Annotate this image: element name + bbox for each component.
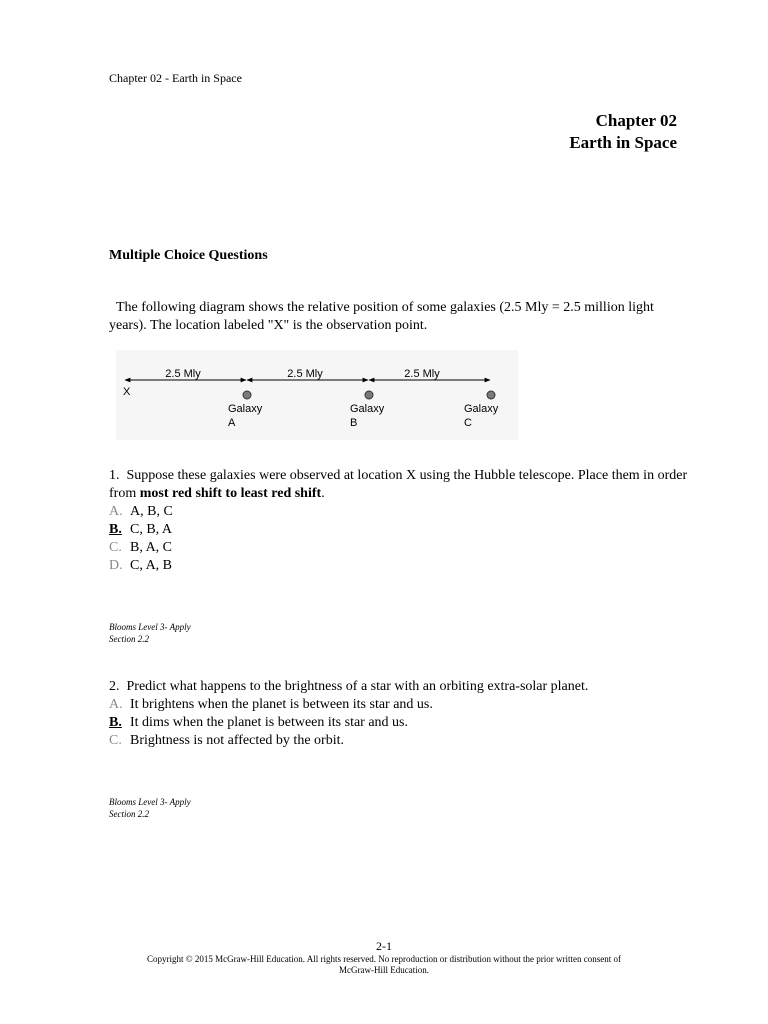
intro-paragraph [109, 299, 679, 335]
option-b-correct [109, 714, 689, 732]
page-footer [0, 939, 768, 976]
option-text: C, A, B [130, 558, 173, 573]
galaxy-b-dot [365, 391, 373, 399]
question-2-number: 2. [109, 679, 120, 694]
question-2-stem [109, 678, 689, 696]
observer-label: X [123, 386, 131, 398]
galaxy-distance-diagram [116, 350, 518, 440]
intro-text: The following diagram shows the relative position of some galaxies (2.5 Mly = 2.5 million light years). The location labeled "X" is the observation point. [109, 300, 654, 333]
question-2-meta [109, 796, 191, 820]
galaxy-c-dot [487, 391, 495, 399]
diagram-svg [116, 350, 518, 440]
copyright-line-1: Copyright © 2015 McGraw-Hill Education. All rights reserved. No reproduction or distribution without the prior written consent of [146, 954, 621, 964]
option-letter: B. [109, 522, 122, 537]
question-2 [109, 678, 689, 750]
question-1-stem [109, 467, 689, 503]
question-1 [109, 467, 689, 575]
option-letter: D. [109, 558, 123, 573]
distance-label-1: 2.5 Mly [165, 368, 201, 380]
option-c [109, 539, 689, 557]
page-number: 2-1 [376, 939, 392, 953]
galaxy-a-dot [243, 391, 251, 399]
option-a [109, 503, 689, 521]
galaxy-b-label: Galaxy [350, 403, 385, 415]
chapter-title [569, 110, 677, 154]
question-1-emphasis: most red shift to least red shift [139, 486, 322, 501]
option-text: A, B, C [130, 504, 173, 519]
option-text: It brightens when the planet is between its star and us. [130, 697, 433, 712]
option-text: Brightness is not affected by the orbit. [130, 733, 344, 748]
option-c [109, 732, 689, 750]
running-header: Chapter 02 - Earth in Space [109, 71, 242, 85]
option-text: C, B, A [130, 522, 173, 537]
question-1-meta [109, 621, 191, 645]
option-letter: A. [109, 504, 123, 519]
blooms-level: Blooms Level 3- Apply [109, 622, 191, 632]
option-d [109, 557, 689, 575]
distance-label-2: 2.5 Mly [287, 368, 323, 380]
galaxy-c-label: Galaxy [464, 403, 499, 415]
chapter-name: Earth in Space [569, 133, 677, 152]
section-heading: Multiple Choice Questions [109, 248, 268, 263]
galaxy-a-label: Galaxy [228, 403, 263, 415]
galaxy-b-letter: B [350, 417, 358, 429]
section-ref: Section 2.2 [109, 809, 149, 819]
option-text: B, A, C [130, 540, 173, 555]
option-letter: A. [109, 697, 123, 712]
blooms-level: Blooms Level 3- Apply [109, 797, 191, 807]
option-a [109, 696, 689, 714]
section-ref: Section 2.2 [109, 634, 149, 644]
question-1-end: . [321, 486, 325, 501]
galaxy-a-letter: A [228, 417, 236, 429]
option-letter: C. [109, 733, 122, 748]
option-text: It dims when the planet is between its star and us. [130, 715, 408, 730]
copyright-line-2: McGraw-Hill Education. [339, 965, 429, 975]
option-letter: B. [109, 715, 122, 730]
option-b-correct [109, 521, 689, 539]
question-1-text: Suppose these galaxies were observed at location X using the Hubble telescope. Place them in order from [109, 468, 688, 501]
distance-label-3: 2.5 Mly [404, 368, 440, 380]
option-letter: C. [109, 540, 122, 555]
galaxy-c-letter: C [464, 417, 472, 429]
chapter-number: Chapter 02 [595, 111, 677, 130]
question-2-text: Predict what happens to the brightness of a star with an orbiting extra-solar planet. [126, 679, 589, 694]
question-1-number: 1. [109, 468, 120, 483]
